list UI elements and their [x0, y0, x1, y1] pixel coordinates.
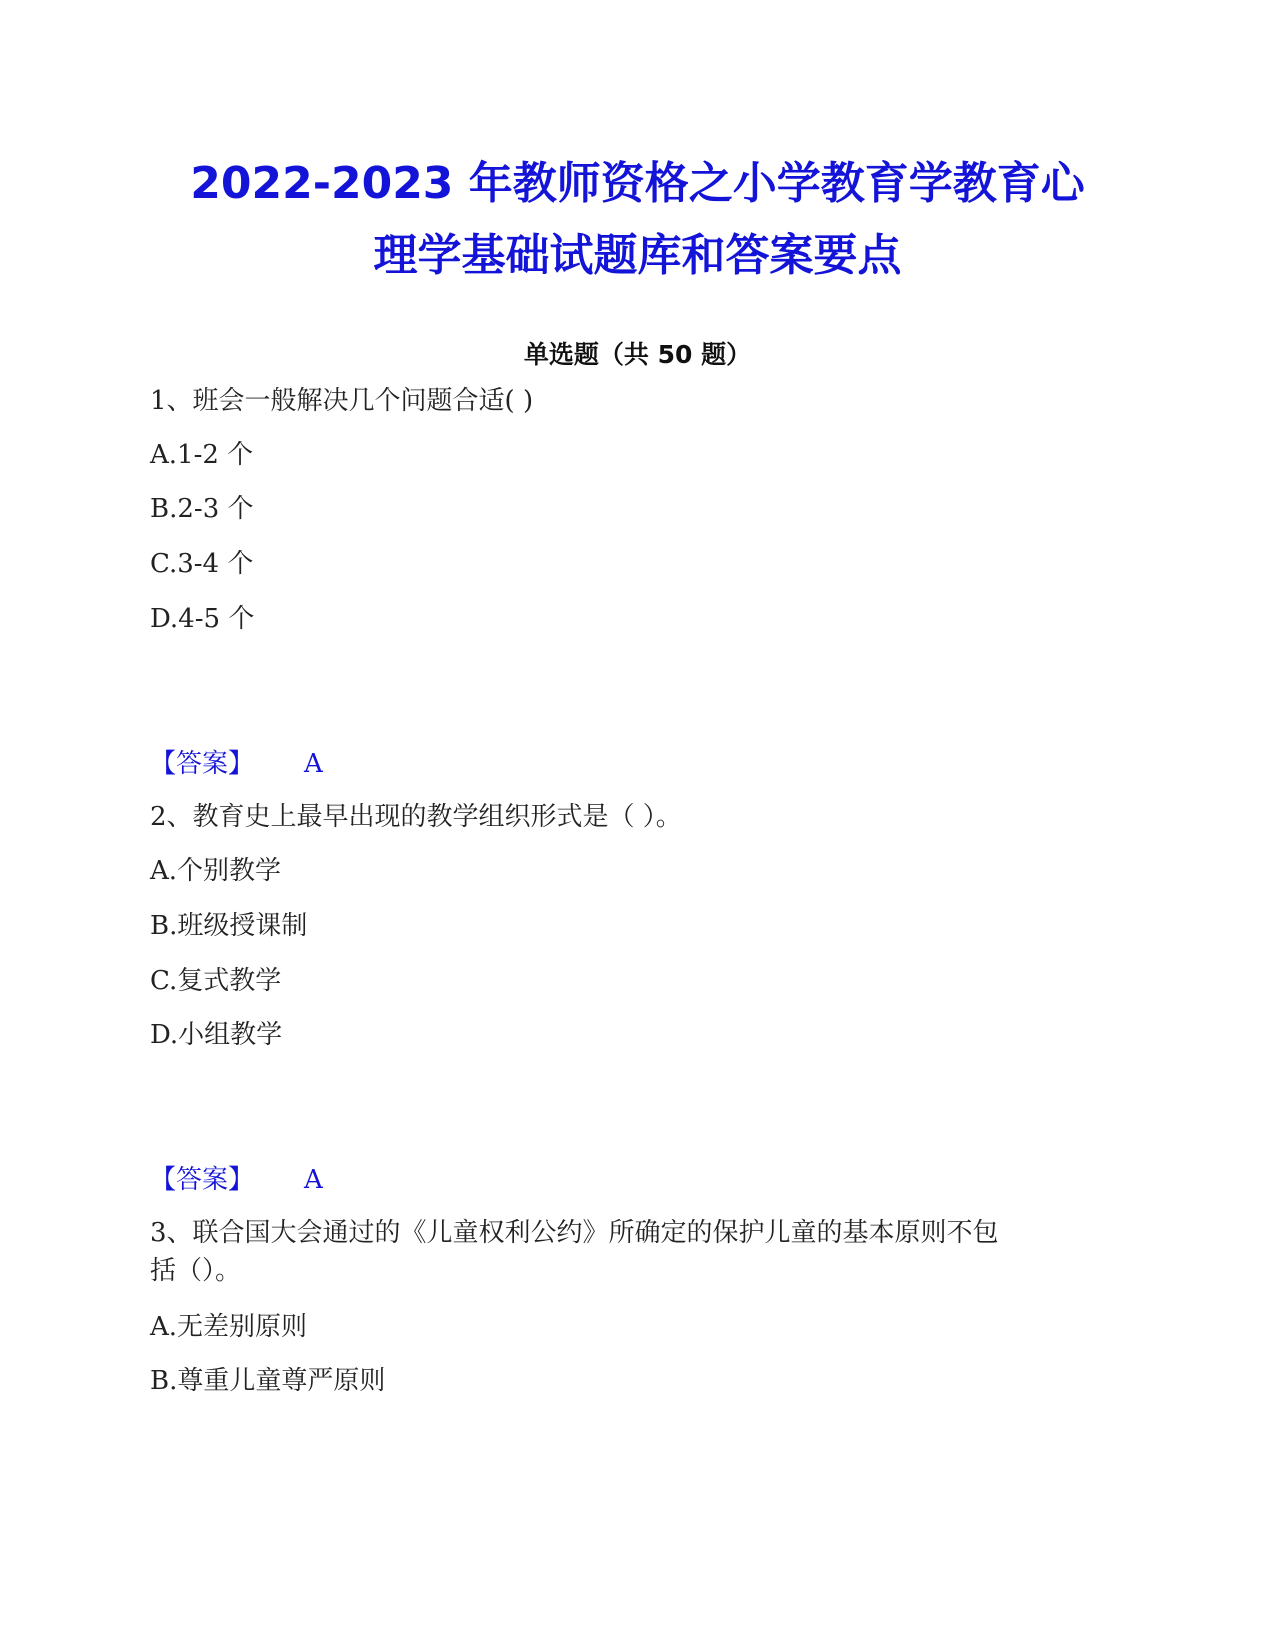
question-2-option-a: A.个别教学: [150, 856, 282, 886]
question-3-stem-line-1: 3、联合国大会通过的《儿童权利公约》所确定的保护儿童的基本原则不包: [150, 1218, 999, 1248]
answer-value: A: [304, 749, 323, 779]
question-2-option-c: C.复式教学: [150, 966, 282, 996]
question-2-option-b: B.班级授课制: [150, 911, 308, 941]
question-1-answer: [150, 744, 323, 784]
question-3-option-b: B.尊重儿童尊严原则: [150, 1366, 386, 1396]
question-2-stem: 2、教育史上最早出现的教学组织形式是（ ）。: [150, 802, 682, 832]
question-2-option-d: D.小组教学: [150, 1020, 283, 1050]
answer-label: 【答案】: [150, 749, 255, 779]
section-heading: 单选题（共 50 题）: [523, 340, 752, 369]
question-3-stem-line-2: 括（）。: [150, 1256, 242, 1286]
question-1-option-c: C.3-4 个: [150, 549, 254, 579]
question-1-option-a: A.1-2 个: [150, 440, 254, 470]
question-3-option-a: A.无差别原则: [150, 1312, 308, 1342]
question-1-option-b: B.2-3 个: [150, 494, 254, 524]
question-1-stem: 1、班会一般解决几个问题合适( ): [150, 386, 534, 416]
title-line-2: 理学基础试题库和答案要点: [373, 230, 902, 281]
question-2-answer: [150, 1160, 323, 1200]
document-title: [110, 148, 1165, 292]
title-line-1: 2022-2023 年教师资格之小学教育学教育心: [190, 158, 1085, 209]
answer-label: 【答案】: [150, 1165, 255, 1195]
question-1-option-d: D.4-5 个: [150, 604, 255, 634]
answer-value: A: [304, 1165, 323, 1195]
